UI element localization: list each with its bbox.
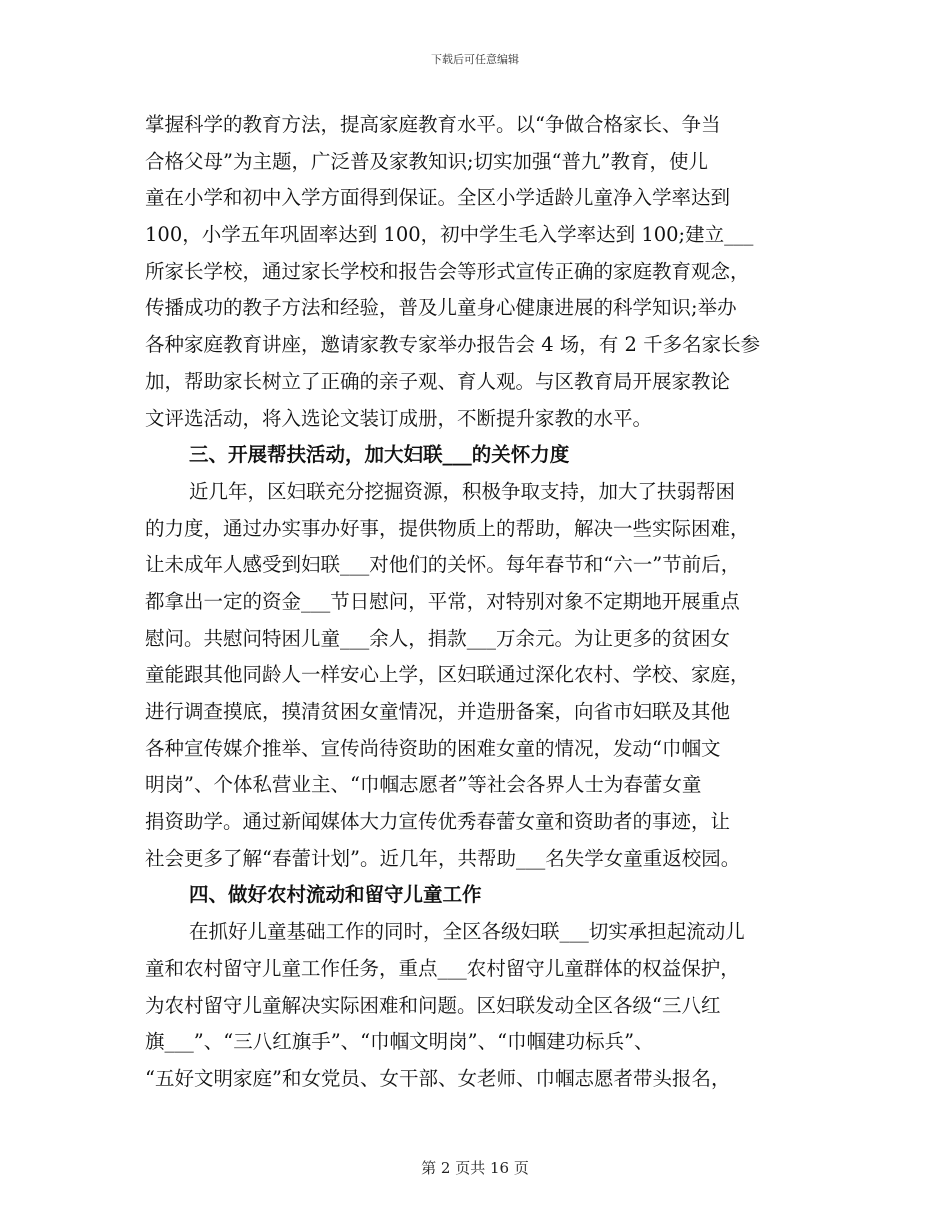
body-line: 童能跟其他同龄人一样安心上学，区妇联通过深化农村、学校、家庭， bbox=[145, 663, 750, 687]
body-line: 加，帮助家长树立了正确的亲子观、育人观。与区教育局开展家教论 bbox=[145, 369, 731, 393]
section-heading: 三、开展帮扶活动，加大妇联___的关怀力度 bbox=[189, 443, 570, 467]
body-line: 所家长学校，通过家长学校和报告会等形式宣传正确的家庭教育观念， bbox=[145, 259, 750, 283]
section-heading: 四、做好农村流动和留守儿童工作 bbox=[189, 883, 482, 907]
page-header: 下载后可任意编辑 bbox=[431, 53, 519, 66]
body-line: 为农村留守儿童解决实际困难和问题。区妇联发动全区各级“三八红 bbox=[145, 993, 721, 1017]
body-line: 童在小学和初中入学方面得到保证。全区小学适龄儿童净入学率达到 bbox=[145, 186, 731, 210]
body-line: 童和农村留守儿童工作任务，重点___农村留守儿童群体的权益保护， bbox=[145, 956, 740, 980]
body-line: 明岗”、个体私营业主、“巾帼志愿者”等社会各界人士为春蕾女童 bbox=[145, 773, 702, 797]
body-line: 各种家庭教育讲座，邀请家教专家举办报告会 4 场，有 2 千多名家长参 bbox=[145, 333, 761, 357]
body-line: 100，小学五年巩固率达到 100，初中学生毛入学率达到 100;建立___ bbox=[145, 223, 754, 247]
body-line: 都拿出一定的资金___节日慰问，平常，对特别对象不定期地开展重点 bbox=[145, 589, 740, 613]
body-line: 捐资助学。通过新闻媒体大力宣传优秀春蕾女童和资助者的事迹，让 bbox=[145, 810, 731, 834]
body-line: 社会更多了解“春蕾计划”。近几年，共帮助___名失学女童重返校园。 bbox=[145, 846, 741, 870]
body-line: 各种宣传媒介推举、宣传尚待资助的困难女童的情况，发动“巾帼文 bbox=[145, 736, 721, 760]
body-line: 文评选活动，将入选论文装订成册，不断提升家教的水平。 bbox=[145, 406, 653, 430]
paragraph-first-line: 近几年，区妇联充分挖掘资源，积极争取支持，加大了扶弱帮困 bbox=[189, 479, 736, 503]
body-line: 掌握科学的教育方法，提高家庭教育水平。以“争做合格家长、争当 bbox=[145, 113, 721, 136]
body-line: “五好文明家庭”和女党员、女干部、女老师、巾帼志愿者带头报名， bbox=[145, 1066, 731, 1090]
body-line: 进行调查摸底，摸清贫困女童情况，并造册备案，向省市妇联及其他 bbox=[145, 700, 731, 723]
body-line: 让未成年人感受到妇联___对他们的关怀。每年春节和“六一”节前后， bbox=[145, 553, 741, 577]
page-footer: 第 2 页共 16 页 bbox=[421, 1159, 529, 1177]
body-line: 传播成功的教子方法和经验，普及儿童身心健康进展的科学知识;举办 bbox=[145, 296, 737, 320]
body-line: 旗___”、“三八红旗手”、“巾帼文明岗”、“巾帼建功标兵”、 bbox=[145, 1030, 654, 1054]
body-line: 合格父母”为主题，广泛普及家教知识;切实加强“普九”教育，使儿 bbox=[145, 149, 708, 173]
body-line: 慰问。共慰问特困儿童___余人，捐款___万余元。为让更多的贫困女 bbox=[145, 626, 731, 650]
paragraph-first-line: 在抓好儿童基础工作的同时，全区各级妇联___切实承担起流动儿 bbox=[189, 920, 745, 944]
document-body bbox=[145, 107, 825, 1098]
body-line: 的力度，通过办实事办好事，提供物质上的帮助，解决一些实际困难， bbox=[145, 516, 750, 540]
